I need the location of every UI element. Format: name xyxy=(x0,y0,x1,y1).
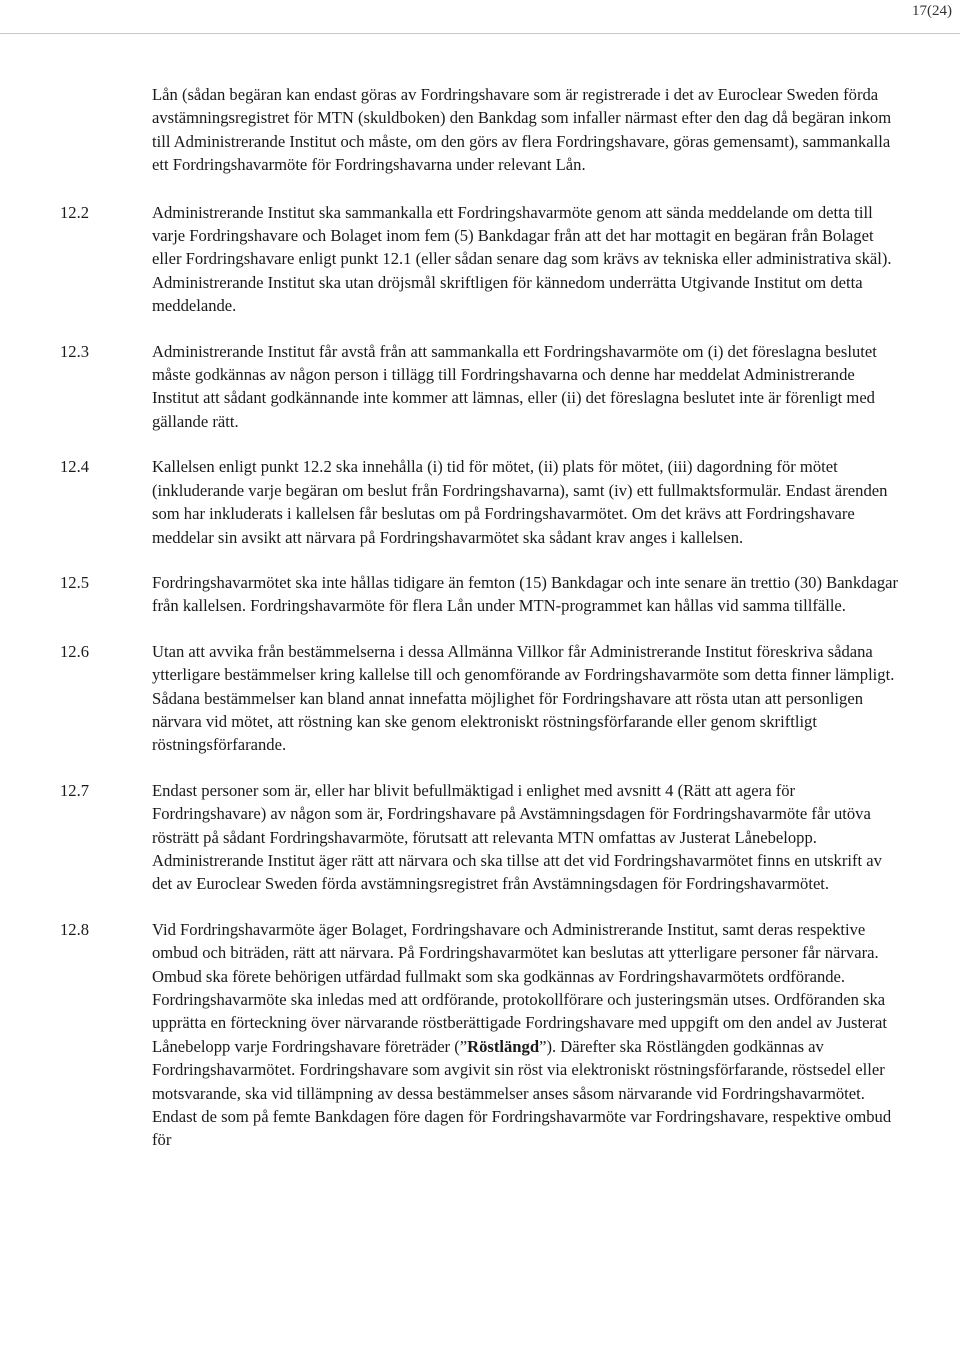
section-text-part: ”). Därefter ska Röstlängden godkännas av Fordringshavarmötet. Fordringshavare som avgivit sin röst via elektroniskt röstningsförfarande, röstsedel eller motsvarande, ska vid tillämpning av dessa bestämmelser anses såsom närvarande vid Fordringshavarmötet. Endast de som på femte Bankdagen före dagen för Fordringshavarmöte var Fordringshavare, respektive ombud för xyxy=(152,1036,892,1150)
section-text: Administrerande Institut ska sammankalla ett Fordringshavarmöte genom att sända meddelande om detta till varje Fordringshavare och Bolaget inom fem (5) Bankdagar från att det har mottagit en begäran från Bolaget eller Fordringshavare enligt punkt 12.1 (eller sådan senare dag som krävs av tekniska eller administrativa skäl). Administrerande Institut ska utan dröjsmål skriftligen för kännedom underrätta Utgivande Institut om detta meddelande. xyxy=(152,202,892,316)
intro-paragraph: Lån (sådan begäran kan endast göras av Fordringshavare som är registrerade i det av Euroclear Sweden förda avstämningsregistret för MTN (skuldboken) den Bankdag som infaller närmast efter den dag då begäran inkom till Administrerande Institut och måste, om den görs av flera Fordringshavare, göras gemensamt), sammankalla ett Fordringshavarmöte för Fordringshavarna under relevant Lån. xyxy=(152,85,892,175)
document-body xyxy=(60,83,900,1174)
section-12-8 xyxy=(60,918,900,1152)
section-12-7 xyxy=(60,779,900,896)
section-12-2 xyxy=(60,201,900,318)
section-text: Administrerande Institut får avstå från att sammankalla ett Fordringshavarmöte om (i) det föreslagna beslutet måste godkännas av någon person i tillägg till Fordringshavarna och denne har meddelat Administrerande Institut att sådant godkännande inte kommer att lämnas, eller (ii) det föreslagna beslutet inte är förenligt med gällande rätt. xyxy=(152,341,877,431)
section-text-part: Vid Fordringshavarmöte äger Bolaget, Fordringshavare och Administrerande Institut, samt deras respektive ombud och biträden, rätt att närvara. På Fordringshavarmötet kan beslutas att ytterligare personer får närvara. Ombud ska förete behörigen utfärdad fullmakt som ska godkännas av Fordringshavarmötets ordförande. Fordringshavarmöte ska inledas med att ordförande, protokollförare och justeringsmän utses. Ordföranden ska upprätta en förteckning över närvarande röstberättigade Fordringshavare med uppgift om den andel av Justerat Lånebelopp varje Fordringshavare företräder (” xyxy=(152,919,887,1056)
section-text: Endast personer som är, eller har blivit befullmäktigad i enlighet med avsnitt 4 (Rätt att agera för Fordringshavare) av någon som är, Fordringshavare på Avstämningsdagen för Fordringshavarmöte får utöva rösträtt på sådant Fordringshavarmöte, förutsatt att relevanta MTN omfattas av Justerat Lånebelopp. Administrerande Institut äger rätt att närvara och ska tillse att det vid Fordringshavarmötet finns en utskrift av det av Euroclear Sweden förda avstämningsregistret från Avstämningsdagen för Fordringshavarmötet. xyxy=(152,780,882,894)
page-header xyxy=(0,0,960,34)
section-12-3 xyxy=(60,340,900,434)
section-number: 12.5 xyxy=(60,572,90,592)
section-number: 12.8 xyxy=(60,919,90,939)
section-12-4 xyxy=(60,455,900,549)
section-text: Utan att avvika från bestämmelserna i dessa Allmänna Villkor får Administrerande Institut föreskriva sådana ytterligare bestämmelser kring kallelse till och genomförande av Fordringshavarmöte som detta finner lämpligt. Sådana bestämmelser kan bland annat innefatta möjlighet för Fordringshavare att rösta utan att personligen närvara vid mötet, att röstning kan ske genom elektroniskt röstningsförfarande eller genom skriftligt röstningsförfarande. xyxy=(152,641,895,755)
section-12-5 xyxy=(60,571,900,618)
section-number: 12.7 xyxy=(60,780,90,800)
section-number: 12.4 xyxy=(60,457,90,477)
section-text: Kallelsen enligt punkt 12.2 ska innehålla (i) tid för mötet, (ii) plats för mötet, (iii) dagordning för mötet (inkluderande varje begäran om beslut från Fordringshavarna), samt (iv) ett fullmaktsformulär. Endast ärenden som har inkluderats i kallelsen får beslutas om på Fordringshavarmötet. Om det krävs att Fordringshavare meddelar sin avsikt att närvara på Fordringshavarmötet ska sådant krav anges i kallelsen. xyxy=(152,457,888,547)
section-number: 12.3 xyxy=(60,341,90,361)
page-number: 17(24) xyxy=(912,3,952,19)
section-12-6 xyxy=(60,640,900,757)
section-text xyxy=(152,918,900,1152)
section-number: 12.2 xyxy=(60,202,90,222)
defined-term-rostlangd: Röstlängd xyxy=(467,1036,540,1056)
section-text: Fordringshavarmötet ska inte hållas tidigare än femton (15) Bankdagar och inte senare än trettio (30) Bankdagar från kallelsen. Fordringshavarmöte för flera Lån under MTN-programmet kan hållas vid samma tillfälle. xyxy=(152,572,899,616)
section-number: 12.6 xyxy=(60,641,90,661)
